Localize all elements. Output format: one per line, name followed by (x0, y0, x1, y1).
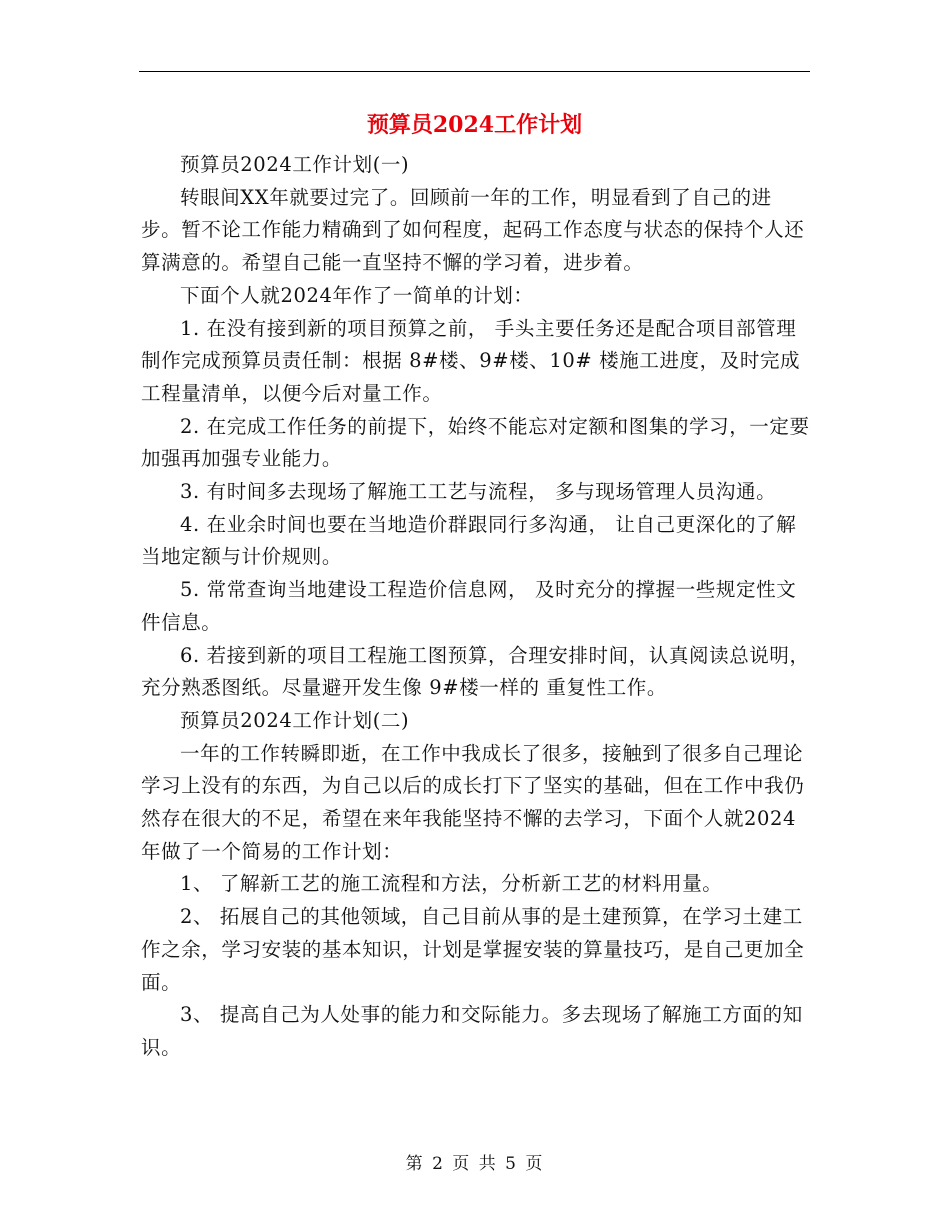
list-item: 6. 若接到新的项目工程施工图预算，合理安排时间，认真阅读总说明，充分熟悉图纸。尽量避开发生像 9#楼一样的 重复性工作。 (141, 643, 810, 700)
page-number: 第 2 页 共 5 页 (405, 1154, 545, 1174)
list-item: 3、 提高自己为人处事的能力和交际能力。多去现场了解施工方面的知识。 (141, 1003, 803, 1059)
list-item: 5. 常常查询当地建设工程造价信息网， 及时充分的撑握一些规定性文件信息。 (141, 578, 797, 634)
section-heading-1: 预算员2024工作计划(一) (180, 153, 410, 176)
paragraph: 转眼间XX年就要过完了。回顾前一年的工作，明显看到了自己的进步。暂不论工作能力精确到了如何程度，起码工作态度与状态的保持个人还算满意的。希望自己能一直坚持不懈的学习着，进步着。 (141, 185, 805, 275)
list-item: 1. 在没有接到新的项目预算之前， 手头主要任务还是配合项目部管理制作完成预算员责任制：根据 8#楼、9#楼、10# 楼施工进度，及时完成工程量清单，以便今后对量工作。 (141, 316, 801, 405)
paragraph: 下面个人就2024年作了一简单的计划： (180, 283, 534, 307)
list-item: 3. 有时间多去现场了解施工工艺与流程， 多与现场管理人员沟通。 (180, 480, 777, 504)
list-item: 1、 了解新工艺的施工流程和方法，分析新工艺的材料用量。 (180, 872, 723, 896)
header-rule (139, 71, 810, 72)
section-heading-2: 预算员2024工作计划(二) (180, 708, 410, 732)
list-item: 4. 在业余时间也要在当地造价群跟同行多沟通， 让自己更深化的了解当地定额与计价规则。 (141, 512, 797, 569)
list-item: 2、 拓展自己的其他领域，自己目前从事的是土建预算，在学习土建工作之余，学习安装的基本知识，计划是掌握安装的算量技巧，是自己更加全面。 (141, 905, 805, 994)
paragraph: 一年的工作转瞬即逝，在工作中我成长了很多，接触到了很多自己理论学习上没有的东西，为自己以后的成长打下了坚实的基础，但在工作中我仍然存在很大的不足，希望在来年我能坚持不懈的去学习，下面个人就2024年做了一个简易的工作计划： (141, 741, 805, 863)
list-item: 2. 在完成工作任务的前提下，始终不能忘对定额和图集的学习，一定要加强再加强专业能力。 (141, 414, 810, 471)
document-title: 预算员2024工作计划 (366, 112, 583, 138)
document-body (141, 149, 810, 1065)
